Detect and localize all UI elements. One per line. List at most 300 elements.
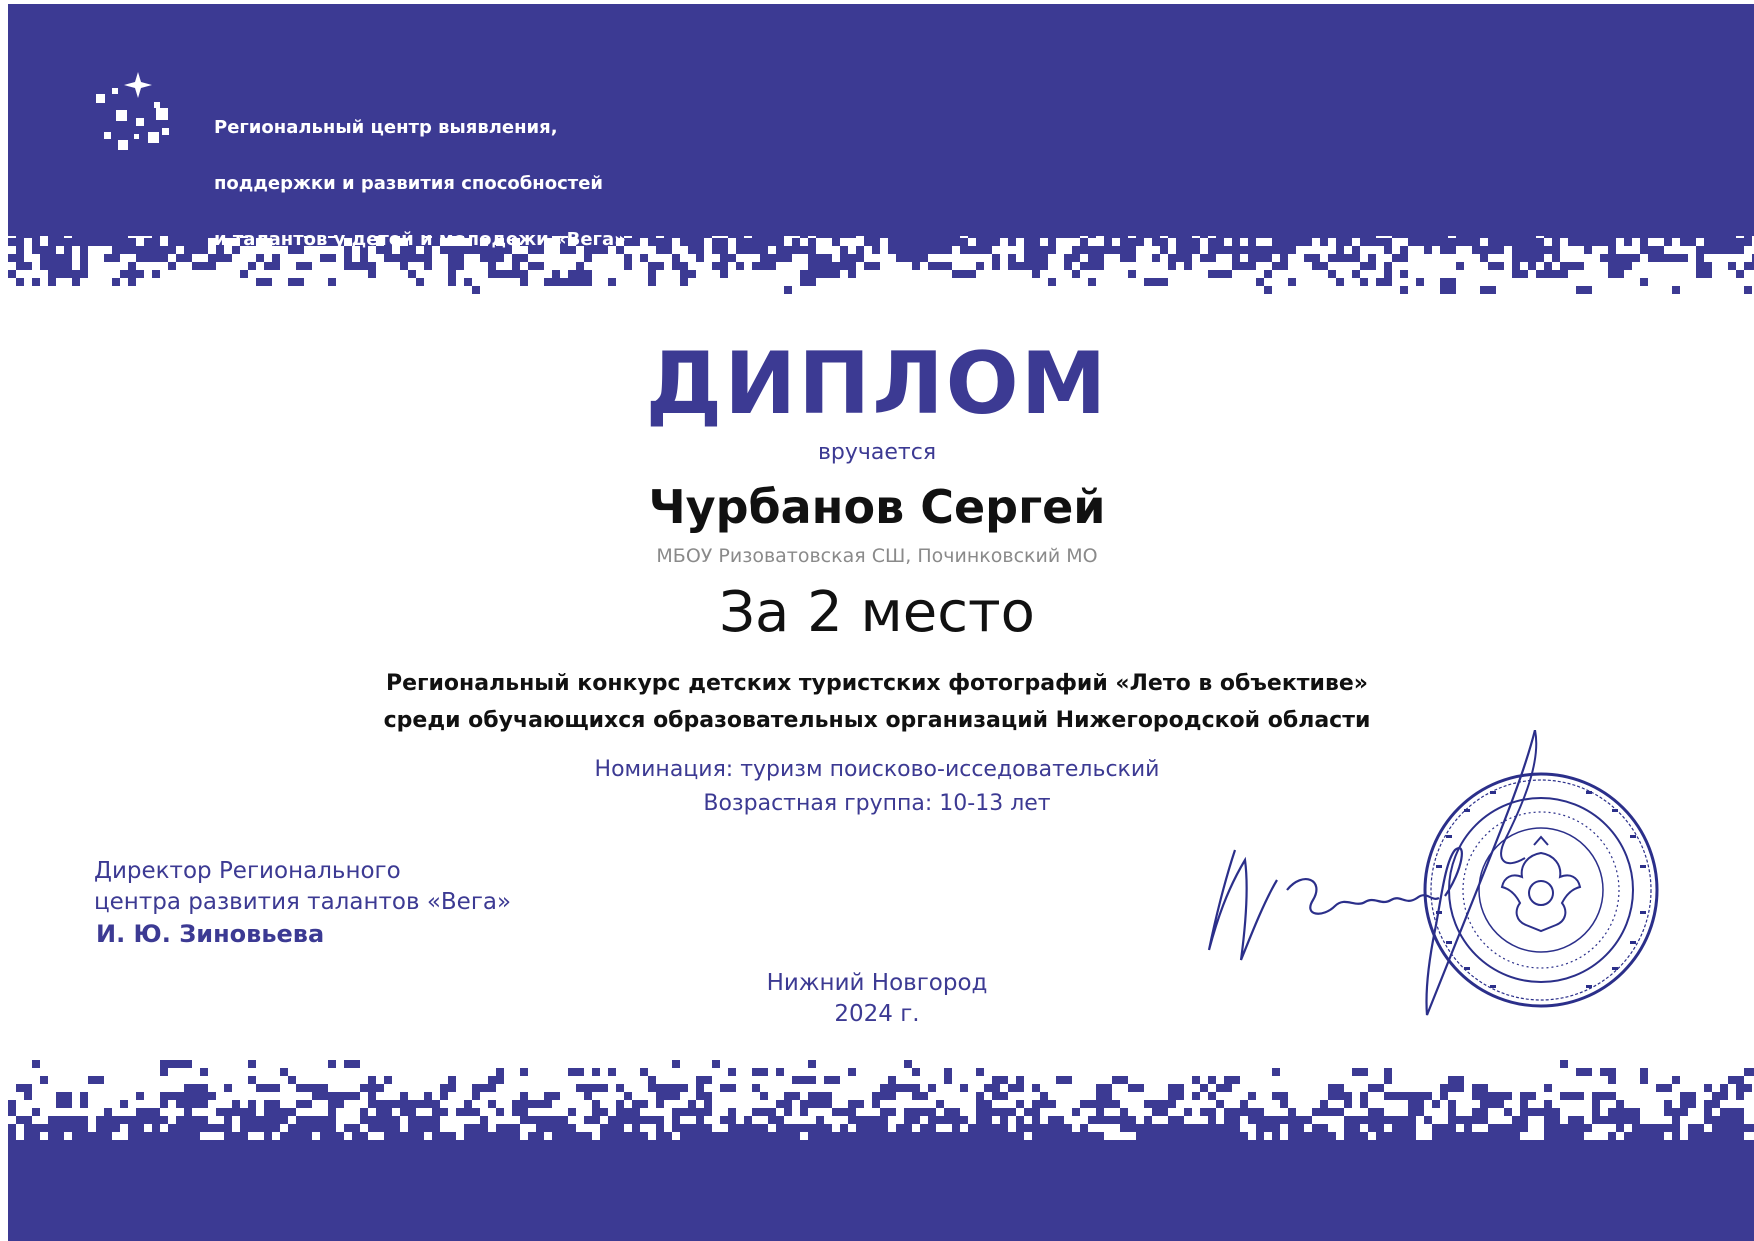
- pixel-block: [624, 1092, 632, 1100]
- pixel-block: [1200, 1108, 1208, 1116]
- pixel-block: [1472, 230, 1480, 238]
- pixel-block: [944, 262, 952, 270]
- pixel-block: [1136, 1084, 1144, 1092]
- pixel-block: [272, 1100, 280, 1108]
- pixel-block: [1216, 246, 1224, 254]
- pixel-block: [1720, 1116, 1728, 1124]
- pixel-block: [1640, 1076, 1648, 1084]
- pixel-block: [920, 1132, 928, 1140]
- pixel-block: [1096, 262, 1104, 270]
- pixel-block: [1048, 1124, 1056, 1132]
- pixel-block: [1008, 254, 1016, 262]
- pixel-block: [1248, 262, 1256, 270]
- pixel-block: [184, 1132, 192, 1140]
- pixel-block: [1216, 230, 1232, 238]
- pixel-block: [792, 1092, 800, 1100]
- pixel-block: [536, 1124, 544, 1132]
- pixel-block: [248, 1060, 256, 1068]
- pixel-block: [192, 1092, 200, 1100]
- pixel-block: [824, 254, 832, 262]
- pixel-block: [280, 1116, 288, 1124]
- pixel-block: [176, 1124, 184, 1132]
- pixel-block: [1392, 230, 1400, 238]
- pixel-block: [864, 1124, 872, 1132]
- pixel-block: [880, 1124, 888, 1132]
- pixel-block: [1584, 1124, 1592, 1132]
- pixel-block: [1472, 246, 1480, 254]
- pixel-block: [288, 1108, 296, 1116]
- pixel-block: [400, 1092, 408, 1100]
- pixel-block: [576, 1132, 584, 1140]
- pixel-block: [648, 270, 656, 278]
- pixel-block: [1128, 1116, 1136, 1124]
- pixel-block: [64, 1092, 72, 1100]
- pixel-block: [880, 1084, 896, 1092]
- pixel-block: [1016, 1132, 1024, 1140]
- pixel-block: [1408, 1132, 1416, 1140]
- pixel-block: [1688, 1124, 1696, 1132]
- pixel-block: [704, 1132, 712, 1140]
- pixel-block: [200, 262, 208, 270]
- pixel-block: [808, 1092, 816, 1100]
- pixel-block: [1696, 270, 1712, 278]
- pixel-block: [144, 254, 152, 262]
- pixel-block: [1064, 1076, 1072, 1084]
- pixel-block: [32, 278, 40, 286]
- pixel-block: [1000, 1124, 1008, 1132]
- pixel-block: [48, 246, 56, 254]
- pixel-block: [848, 1116, 856, 1124]
- pixel-block: [24, 1132, 32, 1140]
- pixel-block: [752, 1084, 760, 1092]
- pixel-block: [1544, 1116, 1552, 1124]
- pixel-block: [512, 1108, 520, 1116]
- pixel-block: [1520, 1092, 1536, 1100]
- pixel-block: [1184, 230, 1192, 238]
- pixel-block: [1408, 230, 1416, 238]
- pixel-block: [1056, 1116, 1064, 1124]
- pixel-block: [576, 1084, 592, 1092]
- pixel-block: [1424, 1116, 1432, 1124]
- pixel-block: [944, 238, 960, 246]
- pixel-block: [1328, 270, 1336, 278]
- pixel-block: [1216, 1100, 1224, 1108]
- pixel-block: [960, 270, 976, 278]
- pixel-block: [1416, 1108, 1424, 1116]
- pixel-block: [1728, 262, 1736, 270]
- pixel-block: [1104, 238, 1112, 246]
- pixel-block: [1360, 1116, 1368, 1124]
- pixel-block: [32, 1060, 40, 1068]
- pixel-block: [864, 262, 872, 270]
- pixel-block: [1560, 1060, 1568, 1068]
- pixel-block: [1664, 1100, 1672, 1108]
- pixel-block: [1608, 262, 1616, 270]
- pixel-block: [1608, 238, 1616, 246]
- pixel-block: [816, 254, 824, 262]
- pixel-block: [64, 1116, 72, 1124]
- pixel-block: [128, 262, 136, 270]
- pixel-block: [1168, 230, 1176, 238]
- pixel-block: [752, 1068, 768, 1076]
- pixel-block: [1512, 262, 1520, 270]
- pixel-block: [1712, 230, 1720, 238]
- pixel-block: [1488, 1100, 1496, 1108]
- pixel-block: [1672, 230, 1688, 238]
- pixel-block: [1392, 1116, 1400, 1124]
- pixel-block: [464, 1108, 472, 1116]
- pixel-block: [792, 1132, 800, 1140]
- pixel-block: [688, 1100, 696, 1108]
- pixel-block: [728, 230, 736, 238]
- pixel-block: [1000, 1132, 1016, 1140]
- pixel-block: [432, 1100, 440, 1108]
- pixel-block: [1336, 246, 1344, 254]
- pixel-block: [744, 1116, 752, 1124]
- pixel-block: [304, 1116, 312, 1124]
- pixel-block: [776, 1068, 784, 1076]
- pixel-block: [1352, 246, 1360, 254]
- pixel-block: [1544, 230, 1552, 238]
- pixel-block: [1192, 1124, 1200, 1132]
- pixel-block: [1152, 1108, 1168, 1116]
- pixel-block: [1152, 1132, 1160, 1140]
- pixel-block: [648, 238, 656, 246]
- pixel-block: [320, 1132, 328, 1140]
- pixel-block: [328, 1100, 344, 1108]
- pixel-block: [1480, 1100, 1488, 1108]
- pixel-block: [1632, 1124, 1640, 1132]
- pixel-block: [512, 1100, 528, 1108]
- pixel-block: [688, 270, 696, 278]
- awarded-text: вручается: [817, 440, 937, 465]
- pixel-block: [1288, 1132, 1296, 1140]
- pixel-block: [384, 1116, 392, 1124]
- pixel-block: [64, 270, 72, 278]
- pixel-block: [1264, 1124, 1272, 1132]
- pixel-block: [1688, 1100, 1696, 1108]
- pixel-block: [48, 238, 56, 246]
- pixel-block: [1512, 230, 1520, 238]
- pixel-block: [1168, 1100, 1176, 1108]
- pixel-block: [1160, 246, 1168, 254]
- pixel-block: [1216, 1124, 1232, 1132]
- pixel-block: [720, 254, 736, 262]
- pixel-block: [392, 1132, 400, 1140]
- pixel-block: [696, 1076, 704, 1084]
- pixel-block: [584, 1132, 592, 1140]
- pixel-block: [824, 1100, 832, 1108]
- pixel-block: [1368, 238, 1384, 246]
- pixel-block: [1560, 230, 1568, 238]
- pixel-block: [720, 1084, 736, 1092]
- pixel-block: [1520, 270, 1528, 278]
- pixel-block: [616, 1084, 624, 1092]
- pixel-block: [1048, 246, 1056, 254]
- pixel-block: [976, 1108, 984, 1116]
- pixel-block: [1624, 1116, 1632, 1124]
- pixel-block: [760, 1108, 768, 1116]
- pixel-block: [464, 1100, 472, 1108]
- pixel-block: [112, 278, 120, 286]
- pixel-block: [1520, 254, 1528, 262]
- pixel-block: [1440, 286, 1448, 294]
- pixel-block: [72, 278, 80, 286]
- pixel-block: [112, 230, 120, 238]
- pixel-block: [224, 1108, 240, 1116]
- pixel-block: [1408, 1108, 1416, 1116]
- pixel-block: [696, 1084, 704, 1092]
- pixel-block: [1208, 1108, 1216, 1116]
- pixel-block: [672, 1084, 680, 1092]
- pixel-block: [1656, 254, 1664, 262]
- pixel-block: [1128, 1084, 1136, 1092]
- pixel-block: [912, 230, 920, 238]
- pixel-block: [1688, 230, 1696, 238]
- pixel-block: [1352, 1124, 1360, 1132]
- pixel-block: [1104, 1100, 1112, 1108]
- pixel-block: [688, 230, 696, 238]
- pixel-block: [1664, 1084, 1672, 1092]
- pixel-block: [1016, 230, 1024, 238]
- pixel-block: [528, 1132, 536, 1140]
- pixel-block: [32, 1132, 40, 1140]
- pixel-block: [416, 1132, 424, 1140]
- pixel-block: [1080, 1124, 1088, 1132]
- pixel-block: [1424, 238, 1432, 246]
- pixel-block: [16, 262, 24, 270]
- pixel-block: [1000, 1116, 1008, 1124]
- pixel-block: [1464, 1124, 1472, 1132]
- pixel-block: [496, 1132, 504, 1140]
- pixel-block: [1200, 230, 1208, 238]
- pixel-block: [384, 1108, 392, 1116]
- pixel-block: [768, 1116, 776, 1124]
- pixel-block: [1400, 1092, 1408, 1100]
- pixel-block: [592, 1068, 600, 1076]
- city-name: Нижний Новгород: [766, 970, 988, 996]
- pixel-block: [200, 1068, 208, 1076]
- pixel-block: [1408, 1092, 1416, 1100]
- pixel-block: [1184, 1132, 1192, 1140]
- pixel-block: [152, 1108, 160, 1116]
- pixel-block: [1504, 1124, 1512, 1132]
- pixel-block: [1552, 1124, 1560, 1132]
- pixel-block: [56, 1092, 64, 1100]
- pixel-block: [992, 254, 1000, 262]
- pixel-block: [736, 238, 744, 246]
- pixel-block: [1488, 262, 1496, 270]
- pixel-block: [1128, 1124, 1136, 1132]
- pixel-block: [32, 238, 40, 246]
- pixel-block: [1672, 1116, 1680, 1124]
- pixel-block: [144, 246, 152, 254]
- pixel-block: [1488, 1092, 1504, 1100]
- pixel-block: [976, 1116, 984, 1124]
- pixel-block: [752, 1124, 760, 1132]
- pixel-block: [1624, 238, 1632, 246]
- contest-line-2: среди обучающихся образовательных организаций Нижегородской области: [383, 708, 1371, 733]
- pixel-block: [200, 1116, 208, 1124]
- pixel-block: [1680, 1092, 1688, 1100]
- pixel-block: [48, 270, 56, 278]
- pixel-block: [1008, 262, 1016, 270]
- pixel-block: [808, 238, 816, 246]
- pixel-block: [1288, 1116, 1296, 1124]
- pixel-block: [256, 1116, 272, 1124]
- pixel-block: [1648, 246, 1664, 254]
- pixel-block: [136, 254, 144, 262]
- pixel-block: [1112, 1116, 1128, 1124]
- pixel-block: [16, 278, 24, 286]
- pixel-block: [1560, 1092, 1568, 1100]
- pixel-block: [1160, 278, 1168, 286]
- pixel-block: [936, 238, 944, 246]
- pixel-block: [1112, 1100, 1120, 1108]
- pixel-block: [1616, 1108, 1624, 1116]
- pixel-block: [824, 1092, 832, 1100]
- pixel-block: [1120, 1124, 1128, 1132]
- pixel-block: [304, 1132, 312, 1140]
- pixel-block: [1480, 286, 1496, 294]
- pixel-block: [1688, 1092, 1696, 1100]
- pixel-block: [1272, 238, 1288, 246]
- pixel-block: [1256, 1116, 1264, 1124]
- pixel-block: [360, 1116, 368, 1124]
- pixel-block: [1384, 1068, 1392, 1076]
- pixel-block: [1144, 278, 1160, 286]
- pixel-block: [1568, 1116, 1584, 1124]
- pixel-block: [1432, 238, 1440, 246]
- pixel-block: [152, 246, 160, 254]
- pixel-block: [120, 1100, 128, 1108]
- pixel-block: [1504, 1108, 1512, 1116]
- pixel-block: [1544, 1100, 1552, 1108]
- pixel-block: [864, 1116, 872, 1124]
- pixel-block: [448, 1132, 456, 1140]
- pixel-block: [648, 278, 656, 286]
- pixel-block: [664, 1132, 672, 1140]
- pixel-block: [656, 1092, 672, 1100]
- pixel-block: [72, 270, 88, 278]
- pixel-block: [176, 238, 184, 246]
- pixel-block: [1608, 1092, 1616, 1100]
- pixel-block: [896, 254, 904, 262]
- pixel-block: [1744, 230, 1752, 238]
- pixel-block: [80, 1092, 88, 1100]
- pixel-block: [1616, 262, 1632, 270]
- pixel-block: [816, 1124, 824, 1132]
- pixel-block: [928, 262, 936, 270]
- pixel-block: [584, 1116, 592, 1124]
- pixel-block: [992, 1076, 1008, 1084]
- pixel-block: [192, 230, 200, 238]
- pixel-block: [760, 1124, 768, 1132]
- pixel-block: [1320, 1100, 1328, 1108]
- pixel-block: [544, 1092, 560, 1100]
- pixel-block: [1576, 238, 1584, 246]
- pixel-block: [776, 1124, 784, 1132]
- pixel-block: [992, 1132, 1000, 1140]
- pixel-block: [648, 1084, 656, 1092]
- pixel-block: [992, 238, 1000, 246]
- pixel-block: [1032, 1084, 1040, 1092]
- pixel-block: [24, 1116, 32, 1124]
- pixel-block: [1136, 230, 1144, 238]
- pixel-block: [632, 1132, 640, 1140]
- pixel-block: [224, 1116, 232, 1124]
- pixel-block: [1528, 1108, 1544, 1116]
- pixel-block: [184, 1108, 192, 1116]
- pixel-block: [472, 1124, 480, 1132]
- pixel-block: [1576, 262, 1584, 270]
- pixel-block: [88, 1132, 96, 1140]
- pixel-block: [360, 1084, 368, 1092]
- pixel-block: [1576, 1092, 1584, 1100]
- pixel-block: [976, 1068, 984, 1076]
- pixel-block: [552, 1124, 560, 1132]
- pixel-block: [1592, 238, 1600, 246]
- pixel-block: [24, 1092, 32, 1100]
- pixel-block: [528, 1116, 544, 1124]
- pixel-block: [1728, 230, 1736, 238]
- pixel-block: [1440, 230, 1448, 238]
- pixel-block: [1400, 246, 1408, 254]
- pixel-block: [848, 230, 856, 238]
- pixel-block: [344, 1124, 352, 1132]
- director-title: [94, 856, 511, 918]
- pixel-block: [760, 254, 768, 262]
- pixel-block: [912, 262, 920, 270]
- pixel-block: [1568, 1132, 1576, 1140]
- pixel-block: [16, 1084, 32, 1092]
- pixel-block: [1456, 1132, 1464, 1140]
- pixel-block: [1512, 1116, 1528, 1124]
- pixel-block: [1336, 230, 1344, 238]
- pixel-block: [936, 262, 944, 270]
- pixel-block: [64, 254, 72, 262]
- pixel-block: [496, 1108, 504, 1116]
- pixel-block: [832, 230, 840, 238]
- pixel-block: [800, 1100, 808, 1108]
- pixel-block: [1736, 1084, 1744, 1092]
- pixel-block: [848, 1100, 856, 1108]
- pixel-block: [1704, 1108, 1712, 1116]
- pixel-block: [160, 1100, 168, 1108]
- pixel-block: [1568, 1124, 1576, 1132]
- pixel-block: [1448, 1116, 1464, 1124]
- pixel-block: [320, 1084, 328, 1092]
- pixel-block: [600, 1124, 616, 1132]
- pixel-block: [1328, 254, 1336, 262]
- pixel-block: [1000, 1092, 1008, 1100]
- pixel-block: [128, 270, 136, 278]
- pixel-block: [1728, 238, 1736, 246]
- pixel-block: [912, 1092, 928, 1100]
- pixel-block: [112, 254, 120, 262]
- pixel-block: [800, 1108, 808, 1116]
- pixel-block: [200, 238, 208, 246]
- pixel-block: [1480, 1092, 1488, 1100]
- pixel-block: [1520, 1124, 1528, 1132]
- pixel-block: [1016, 1124, 1024, 1132]
- pixel-block: [48, 278, 56, 286]
- pixel-block: [1488, 1132, 1496, 1140]
- pixel-block: [1536, 270, 1552, 278]
- pixel-block: [1208, 1092, 1216, 1100]
- pixel-block: [1360, 1100, 1368, 1108]
- pixel-block: [1504, 1092, 1512, 1100]
